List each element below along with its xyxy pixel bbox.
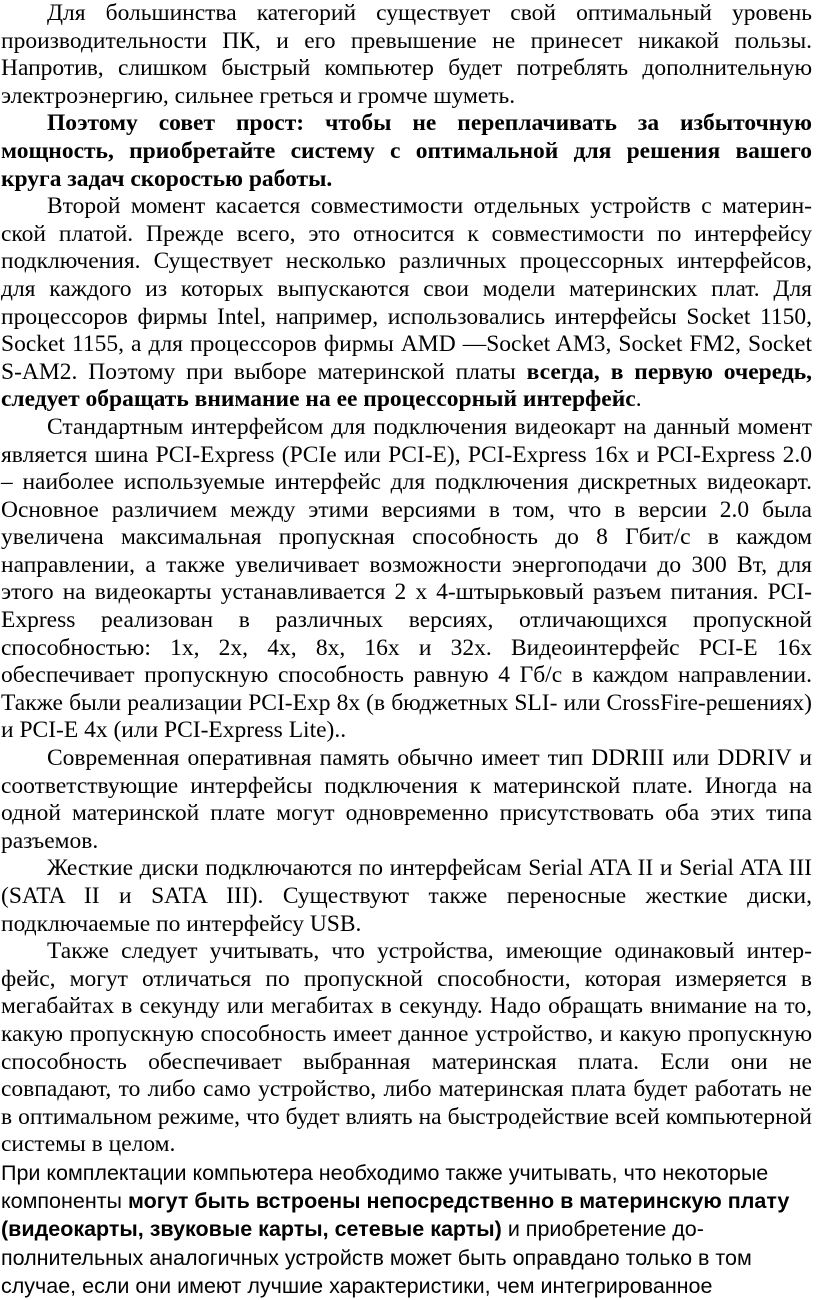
paragraph-memory bbox=[1, 745, 812, 855]
paragraph-integrated bbox=[1, 1159, 812, 1300]
paragraph-bandwidth-text: Также следует учитывать, что устройства, имеющие одинаковый интерфейс, могут отличаться по пропускной способности, которая измеряется в мегабайтах в секунду или мегабитах в секунду. Надо обращать внимание на то, какую пропускную способность имеет данное устройство, и какую пропускную способность обеспечивает выбранная материнская плата. Если они не совпадают, то либо само устройство, либо материнская плата будет работать не в оптимальном режиме, что будет влиять на быстродействие всей компьютерной системы в целом. bbox=[1, 938, 812, 1158]
paragraph-integrated-tail: и приобретение дополнительных аналогичных устройств может быть оправдано только в том случае, если они имеют лучшие характеристики, чем интегрированное bbox=[1, 1217, 752, 1298]
paragraph-pci-express bbox=[1, 414, 812, 745]
paragraph-advice-bold: Поэтому совет прост: чтобы не переплачивать за избыточную мощность, приобретайте систему с оптимальной для решения вашего круга задач скоростью работы. bbox=[1, 110, 812, 192]
paragraph-compatibility-text: Второй момент касается совместимости отдельных устройств с материнской платой. Прежде всего, это относится к совместимости по интерфейсу подключения. Существует несколько различных процессорных интерфейсов, для каждого из которых выпускаются свои модели материнских плат. Для процессоров фирмы Intel, например, использовались интерфейсы Socket 1150, Socket 1155, а для процессоров фирмы AMD —Socket AM3, Socket FM2, Socket S-AM2. Поэтому при выборе материнской платы bbox=[1, 193, 812, 385]
paragraph-compatibility-bold: всегда, в первую очередь, следует обращать внимание на ее процессорный интерфейс bbox=[1, 358, 813, 413]
paragraph-memory-text: Современная оперативная память обычно имеет тип DDRIII или DDRIV и соответствующие интерфейсы подключения к материнской плате. Иногда на одной материнской плате могут одновременно присутствовать оба этих типа разъемов. bbox=[1, 745, 812, 854]
paragraph-integrated-bold: могут быть встроены непосредственно в материнскую плату (видеокарты, звуковые карты, сетевые карты) bbox=[1, 1189, 790, 1242]
paragraph-advice bbox=[1, 110, 812, 193]
paragraph-hard-disks-text: Жесткие диски подключаются по интерфейсам Serial ATA II и Serial ATA III (SATA II и SATA III). Существуют также переносные жесткие диски, подключаемые по интерфейсу USB. bbox=[1, 855, 812, 937]
paragraph-compatibility bbox=[1, 193, 812, 414]
paragraph-integrated-text: При комплектации компьютера необходимо также учитывать, что некоторые компоненты bbox=[1, 1160, 769, 1214]
paragraph-performance-text: Для большинства категорий существует свой оптимальный уровень производительности ПК, и его превышение не принесет никакой пользы. Напротив, слишком быстрый компьютер будет потреблять дополнительную электроэнергию, сильнее греться и громче шуметь. bbox=[1, 0, 812, 109]
paragraph-bandwidth bbox=[1, 938, 812, 1159]
paragraph-hard-disks bbox=[1, 855, 812, 938]
paragraph-performance bbox=[1, 0, 812, 110]
paragraph-compatibility-tail: . bbox=[635, 386, 642, 413]
paragraph-pci-express-text: Стандартным интерфейсом для подключения видеокарт на данный момент является шина PCI-Express (PCIe или PCI-E), PCI-Express 16x и PCI-Express 2.0 – наиболее используемые интерфейс для подключения дискретных видеокарт. Основное различием между этими версиями в том, что в версии 2.0 была увеличена максимальная пропускная способность до 8 Гбит/с в каждом направлении, а также увеличивает возможности энергоподачи до 300 Вт, для этого на видеокарты устанавливается 2 х 4-штырьковый разъем питания. PCI-Express реализован в различных версиях, отличающихся пропускной способностью: 1x, 2x, 4x, 8x, 16x и 32x. Видеоинтерфейс PCI-E 16x обеспечивает пропускную способность равную 4 Гб/с в каждом направлении. Также были реализации PCI-Exp 8x (в бюджетных SLI- или CrossFire-решениях) и PCI-E 4x (или PCI-Express Lite).. bbox=[1, 413, 812, 744]
